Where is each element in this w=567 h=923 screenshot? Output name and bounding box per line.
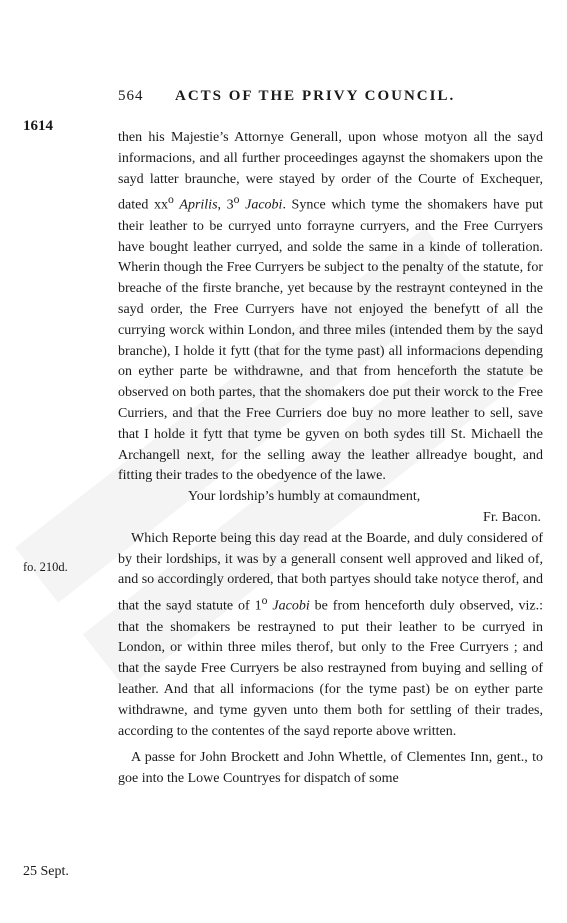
running-title: ACTS OF THE PRIVY COUNCIL.: [175, 88, 456, 104]
signature: Fr. Bacon.: [483, 510, 541, 525]
margin-date: 25 Sept.: [23, 864, 69, 879]
main-text: [118, 128, 543, 790]
margin-folio: fo. 210d.: [23, 560, 68, 574]
page-header: [118, 88, 543, 108]
paragraph-passe: A passe for John Brockett and John Whettle, of Clementes Inn, gent., to goe into the Lowe Countryes for dispatch of some: [118, 750, 543, 787]
page-number: 564: [118, 88, 144, 104]
paragraph-report: then his Majestie’s Attornye Generall, upon whose motyon all the sayd informacions, and all further proceedinges agaynst the shomakers upon the sayd latter braunche, were stayed by order of the Courte of Exchequer, dated $xx^o$ Aprilis, 3$^o$ Jacobi. Synce which tyme the shomakers have put their leather to be curryed unto forrayne curryers, and the Free Curryers have bought leather curryed, and solde the same in a kinde of tolleration. Wherin though the Free Curryers be subject to the penalty of the statute, for breache of the firste branche, yet because by the restraynt conteyned in the sayd order, the Free Curryers have not enjoyed the benefytt of all the currying worck within London, and three miles (intended them by the sayd branche), I holde it fytt (that for the tyme past) all informacions depending on eyther parte be withdrawne, and that from henceforth the statute be observed on both partes, that the shomakers doe put their worck to the Free Curriers, and that the Free Curriers doe buy no more leather to sell, save that I holde it fytt that tyme be gyven on both sydes till St. Michaell the Archangell next, for the selling away the leather allreadye bought, and fitting their trades to the obedyence of the lawe.: [118, 130, 544, 484]
closing-line: Your lordship’s humbly at comaundment,: [188, 489, 421, 505]
paragraph-order: Which Reporte being this day read at the Boarde, and duly considered of by their lordships, it was by a generall consent well approved and liked of, and so accordingly ordered, that both partyes should take notyce therof, and that the sayd statute of 1$^o$ Jacobi be from henceforth duly observed, viz.: that the shomakers be restrayned to put their leather to be curryed in London, or within three miles therof, but only to the Free Curryers ; and that the sayde Free Curryers be also restrayned from buying and selling of leather. And that all informacions (for the tyme past) be on eyther parte withdrawne, and tyme gyven unto them both for settling of their trades, according to the contentes of the sayd reporte above written.: [118, 530, 544, 739]
margin-year: 1614: [23, 118, 53, 134]
